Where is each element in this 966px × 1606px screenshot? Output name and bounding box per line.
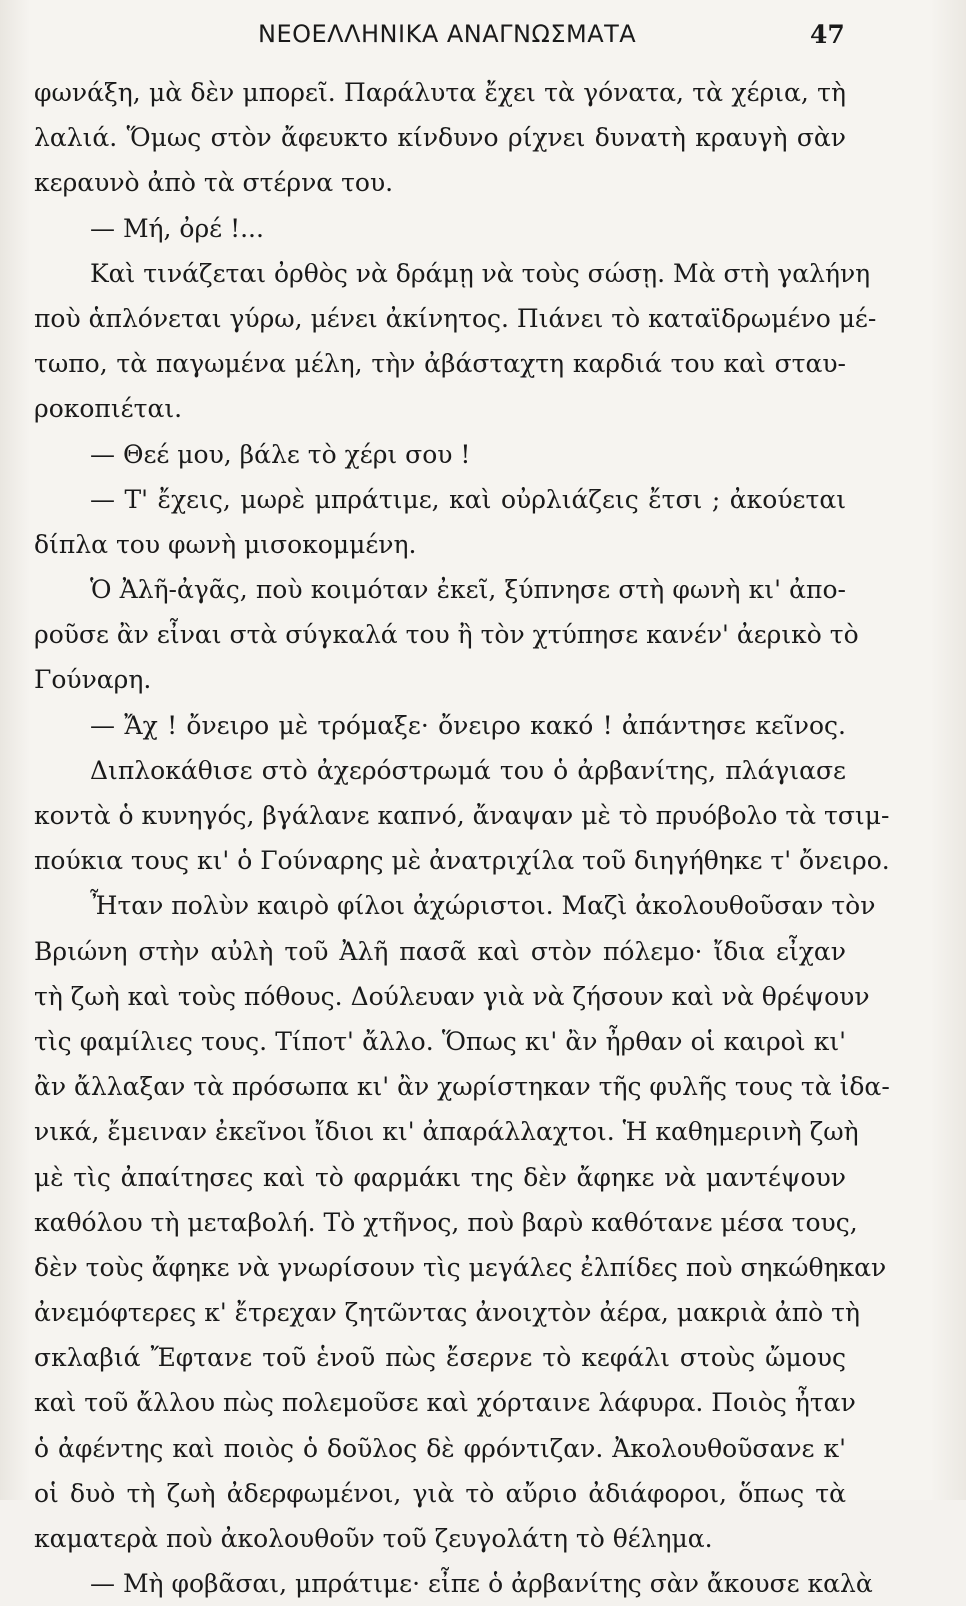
text-line: Βριώνη στὴν αὐλὴ τοῦ Ἀλῆ πασᾶ καὶ στὸν πόλεμο· ἴδια εἶχαν <box>34 936 846 966</box>
text-line: ροκοπιέται. <box>34 394 183 424</box>
dialogue-line: — Μὴ φοβᾶσαι, μπράτιμε· εἶπε ὁ ἀρβανίτης σὰν ἄκουσε καλὰ <box>90 1569 873 1599</box>
text-line: σκλαβιά Ἔφτανε τοῦ ἑνοῦ πὼς ἔσερνε τὸ κεφάλι στοὺς ὤμους <box>34 1343 846 1373</box>
text-line: ἀνεμόφτερες κ' ἔτρεχαν ζητῶντας ἀνοιχτὸν ἀέρα, μακριὰ ἀπὸ τὴ <box>34 1298 860 1328</box>
running-title: ΝΕΟΕΛΛΗΝΙΚΑ ΑΝΑΓΝΩΣΜΑΤΑ <box>258 20 637 48</box>
dialogue-line: — Μή, ὀρέ !... <box>90 213 264 243</box>
text-line: κεραυνὸ ἀπὸ τὰ στέρνα του. <box>34 168 394 198</box>
text-line: κοντὰ ὁ κυνηγός, βγάλανε καπνό, ἄναψαν μὲ τὸ πρυόβολο τὰ τσιμ- <box>34 801 890 830</box>
text-line: δίπλα του φωνὴ μισοκομμένη. <box>34 529 417 559</box>
text-line: νικά, ἔμειναν ἐκεῖνοι ἴδιοι κι' ἀπαράλλαχτοι. Ἡ καθημερινὴ ζωὴ <box>34 1117 859 1147</box>
text-line: καματερὰ ποὺ ἀκολουθοῦν τοῦ ζευγολάτη τὸ θέλημα. <box>34 1524 713 1553</box>
dialogue-line: — Θεέ μου, βάλε τὸ χέρι σου ! <box>90 439 471 469</box>
paragraph-start-line: Ὁ Ἀλῆ-ἀγᾶς, ποὺ κοιμόταν ἐκεῖ, ξύπνησε στὴ φωνὴ κι' ἀπο- <box>90 575 846 605</box>
text-line: μὲ τὶς ἀπαίτησες καὶ τὸ φαρμάκι της δὲν ἄφηκε νὰ μαντέψουν <box>34 1162 846 1192</box>
paragraph-start-line: Καὶ τινάζεται ὀρθὸς νὰ δράμῃ νὰ τοὺς σώσῃ. Μὰ στὴ γαλήνη <box>90 258 871 288</box>
dialogue-line: — Ἄχ ! ὄνειρο μὲ τρόμαξε· ὄνειρο κακό ! ἀπάντησε κεῖνος. <box>90 710 846 740</box>
paragraph-start-line: Ἦταν πολὺν καιρὸ φίλοι ἀχώριστοι. Μαζὶ ἀκολουθοῦσαν τὸν <box>90 891 876 921</box>
text-line: ροῦσε ἂν εἶναι στὰ σύγκαλά του ἢ τὸν χτύπησε κανέν' ἀερικὸ τὸ <box>34 620 859 650</box>
text-line: τὶς φαμίλιες τους. Τίποτ' ἄλλο. Ὅπως κι' ἂν ἦρθαν οἱ καιροὶ κι' <box>34 1026 846 1056</box>
dialogue-line: — Τ' ἔχεις, μωρὲ μπράτιμε, καὶ οὐρλιάζεις ἔτσι ; ἀκούεται <box>90 484 846 514</box>
running-header <box>0 16 966 56</box>
text-line: καὶ τοῦ ἄλλου πὼς πολεμοῦσε καὶ χόρταινε λάφυρα. Ποιὸς ἦταν <box>34 1388 856 1418</box>
body-text <box>34 70 890 1606</box>
text-line: Γούναρη. <box>34 665 152 695</box>
text-line: πούκια τους κι' ὁ Γούναρης μὲ ἀνατριχίλα τοῦ διηγήθηκε τ' ὄνειρο. <box>34 846 890 876</box>
text-line: οἱ δυὸ τὴ ζωὴ ἀδερφωμένοι, γιὰ τὸ αὔριο ἀδιάφοροι, ὅπως τὰ <box>34 1478 846 1508</box>
text-line: ποὺ ἁπλόνεται γύρω, μένει ἀκίνητος. Πιάνει τὸ καταϊδρωμένο μέ- <box>34 303 877 333</box>
text-line: λαλιά. Ὅμως στὸν ἄφευκτο κίνδυνο ρίχνει δυνατὴ κραυγὴ σὰν <box>34 123 846 153</box>
page-number: 47 <box>810 20 845 49</box>
text-line: τὴ ζωὴ καὶ τοὺς πόθους. Δούλευαν γιὰ νὰ ζήσουν καὶ νὰ θρέψουν <box>34 981 870 1011</box>
text-line: φωνάξη, μὰ δὲν μπορεῖ. Παράλυτα ἔχει τὰ γόνατα, τὰ χέρια, τὴ <box>34 78 846 107</box>
text-line: τωπο, τὰ παγωμένα μέλη, τὴν ἀβάσταχτη καρδιά του καὶ σταυ- <box>34 349 846 379</box>
text-line: καθόλου τὴ μεταβολή. Τὸ χτῆνος, ποὺ βαρὺ καθότανε μέσα τους, <box>34 1207 858 1237</box>
text-line: ὁ ἀφέντης καὶ ποιὸς ὁ δοῦλος δὲ φρόντιζαν. Ἀκολουθοῦσανε κ' <box>34 1433 846 1463</box>
text-line: δὲν τοὺς ἄφηκε νὰ γνωρίσουν τὶς μεγάλες ἐλπίδες ποὺ σηκώθηκαν <box>34 1252 887 1282</box>
text-line: ἂν ἄλλαξαν τὰ πρόσωπα κι' ἂν χωρίστηκαν τῆς φυλῆς τους τὰ ἰδα- <box>34 1072 890 1102</box>
paragraph-start-line: Διπλοκάθισε στὸ ἀχερόστρωμά του ὁ ἀρβανίτης, πλάγιασε <box>90 755 846 785</box>
